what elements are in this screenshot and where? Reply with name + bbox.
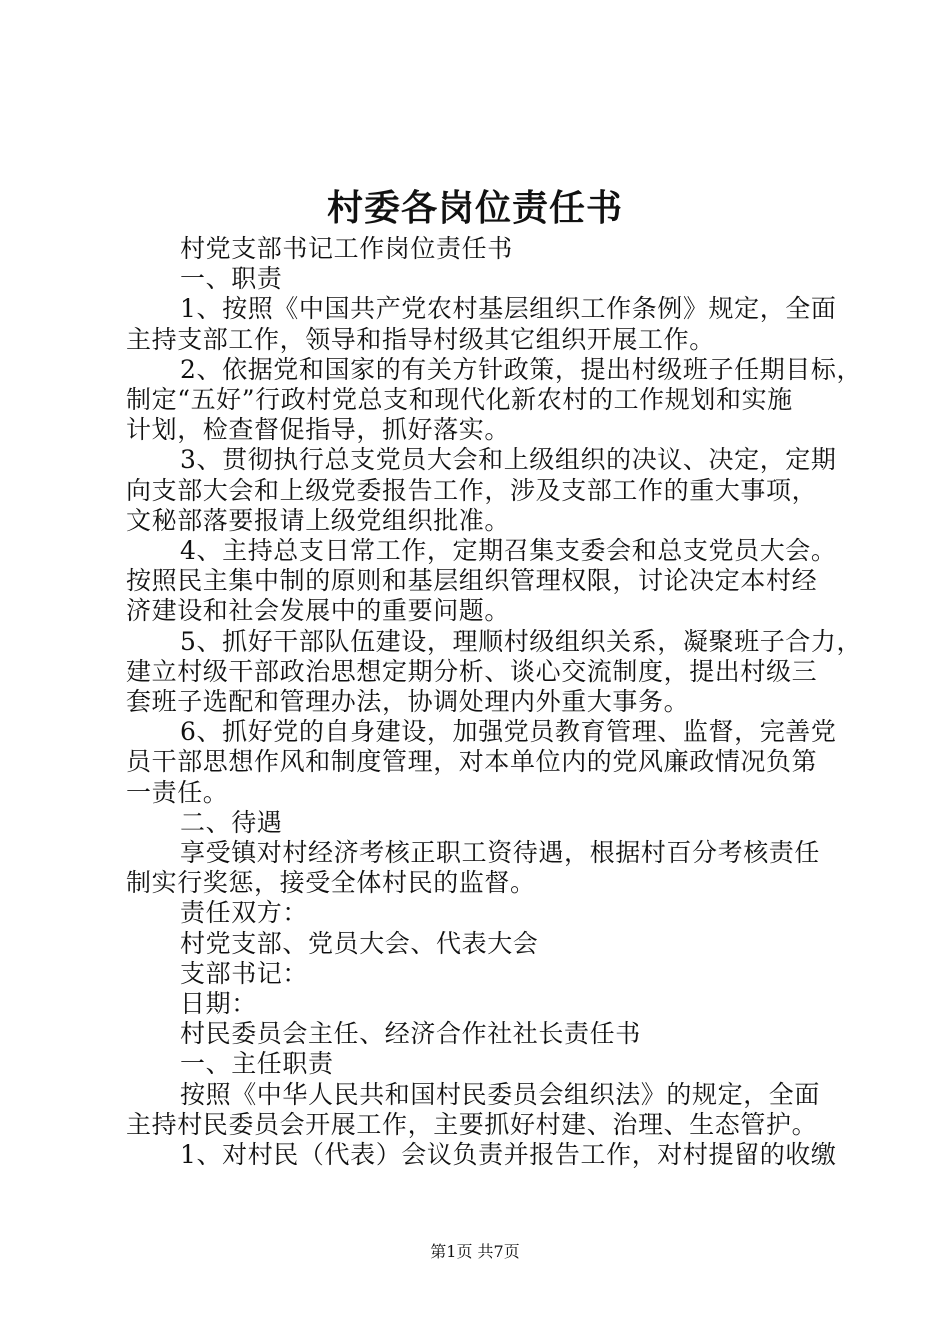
text-line: 制实行奖惩，接受全体村民的监督。	[126, 868, 536, 898]
text-line: 建立村级干部政治思想定期分析、谈心交流制度，提出村级三	[126, 656, 818, 686]
text-line: 1、按照《中国共产党农村基层组织工作条例》规定，全面	[180, 294, 837, 324]
text-line: 一、职责	[180, 264, 283, 294]
text-line: 村民委员会主任、经济合作社社长责任书	[180, 1019, 641, 1049]
text-line: 一责任。	[126, 777, 229, 807]
text-line: 制定“五好”行政村党总支和现代化新农村的工作规划和实施	[126, 385, 793, 415]
text-line: 2、依据党和国家的有关方针政策，提出村级班子任期目标，	[180, 354, 863, 384]
text-line: 主持支部工作，领导和指导村级其它组织开展工作。	[126, 324, 715, 354]
text-line: 1、对村民（代表）会议负责并报告工作，对村提留的收缴	[180, 1140, 837, 1170]
text-line: 村党支部、党员大会、代表大会	[180, 928, 539, 958]
text-line: 按照《中华人民共和国村民委员会组织法》的规定，全面	[180, 1079, 821, 1109]
text-line: 3、贯彻执行总支党员大会和上级组织的决议、决定，定期	[180, 445, 837, 475]
text-line: 按照民主集中制的原则和基层组织管理权限，讨论决定本村经	[126, 566, 818, 596]
text-line: 济建设和社会发展中的重要问题。	[126, 596, 511, 626]
text-line: 计划，检查督促指导，抓好落实。	[126, 415, 511, 445]
text-line: 享受镇对村经济考核正职工资待遇，根据村百分考核责任	[180, 838, 821, 868]
text-line: 套班子选配和管理办法，协调处理内外重大事务。	[126, 687, 690, 717]
text-line: 一、主任职责	[180, 1049, 334, 1079]
text-line: 责任双方：	[180, 898, 309, 928]
text-line: 4、主持总支日常工作，定期召集支委会和总支党员大会。	[180, 536, 837, 566]
text-line: 5、抓好干部队伍建设，理顺村级组织关系，凝聚班子合力，	[180, 626, 863, 656]
text-line: 向支部大会和上级党委报告工作，涉及支部工作的重大事项，	[126, 475, 818, 505]
text-line: 村党支部书记工作岗位责任书	[180, 234, 513, 263]
text-line: 日期：	[180, 989, 257, 1019]
text-line: 支部书记：	[180, 958, 309, 988]
text-line: 6、抓好党的自身建设，加强党员教育管理、监督，完善党	[180, 717, 837, 747]
text-line: 二、待遇	[180, 807, 283, 837]
document-title: 村委各岗位责任书	[326, 187, 623, 229]
text-line: 文秘部落要报请上级党组织批准。	[126, 505, 511, 535]
document-body	[126, 234, 863, 1170]
text-line: 主持村民委员会开展工作，主要抓好村建、治理、生态管护。	[126, 1109, 818, 1139]
page-footer: 第1页 共7页	[430, 1242, 520, 1261]
text-line: 员干部思想作风和制度管理，对本单位内的党风廉政情况负第	[126, 747, 818, 777]
